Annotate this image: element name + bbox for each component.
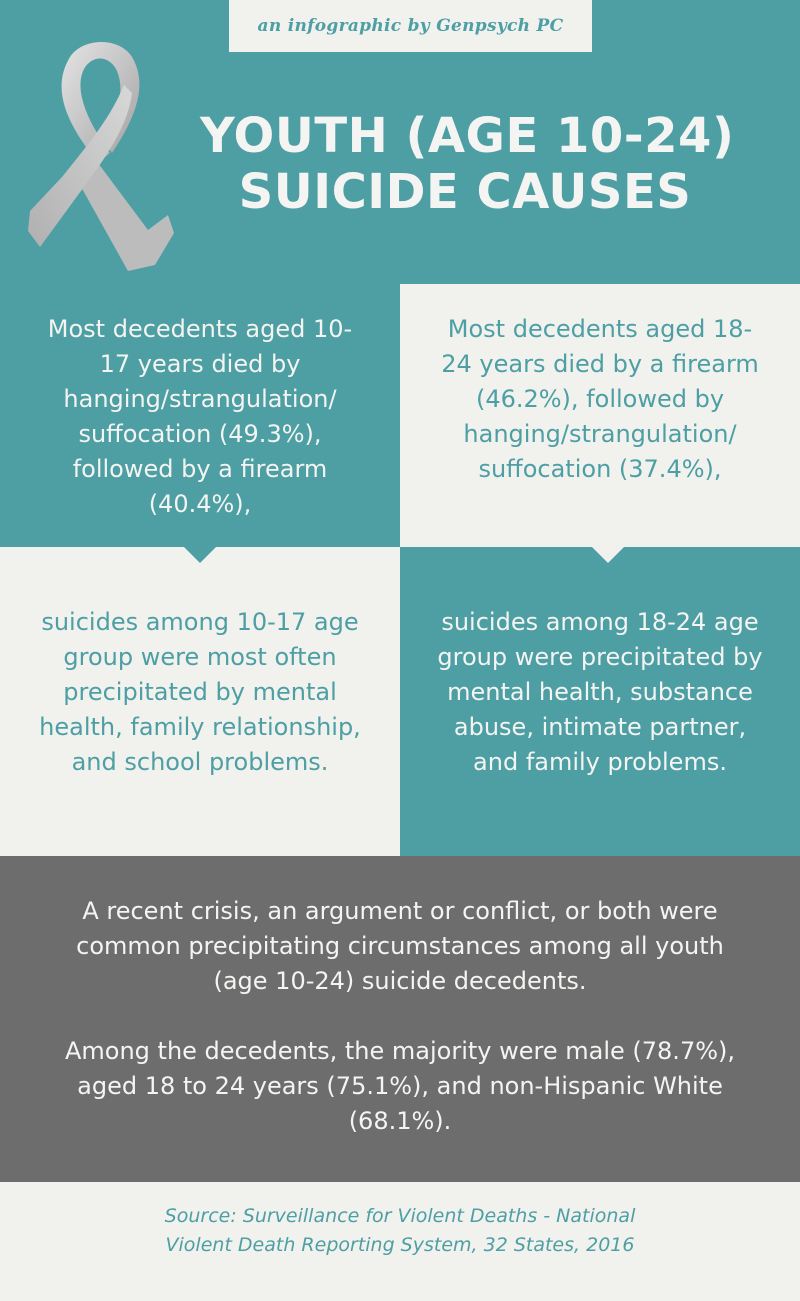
quadrant-text: suicides among 18-24 age group were precipitated by mental health, substance abuse, intimate partner, and family problems. <box>437 608 763 776</box>
summary-section <box>0 856 800 1182</box>
quadrant-text: Most decedents aged 10-17 years died by hanging/strangulation/ suffocation (49.3%), followed by a firearm (40.4%), <box>47 315 353 518</box>
page-title <box>200 108 735 220</box>
header-section <box>0 0 800 284</box>
pointer-arrow-right <box>592 547 624 563</box>
summary-paragraph-2: Among the decedents, the majority were male (78.7%), aged 18 to 24 years (75.1%), and non-Hispanic White (68.1%). <box>64 1037 736 1135</box>
quadrant-10-17-methods <box>0 284 400 547</box>
quadrant-18-24-precipitants <box>400 547 800 856</box>
title-line-1: YOUTH (AGE 10-24) <box>200 108 735 164</box>
title-line-2: SUICIDE CAUSES <box>238 164 692 220</box>
quadrant-18-24-methods <box>400 284 800 547</box>
quadrant-text: suicides among 10-17 age group were most often precipitated by mental health, family relationship, and school problems. <box>39 608 361 776</box>
source-citation <box>0 1202 800 1260</box>
quadrant-text: Most decedents aged 18-24 years died by a firearm (46.2%), followed by hanging/strangulation/ suffocation (37.4%), <box>441 315 759 483</box>
source-line-2: Violent Death Reporting System, 32 States, 2016 <box>165 1234 635 1256</box>
awareness-ribbon-icon <box>28 35 174 275</box>
credit-label: an infographic by Genpsych PC <box>229 0 592 52</box>
source-line-1: Source: Surveillance for Violent Deaths - National <box>164 1205 636 1227</box>
source-section <box>0 1182 800 1301</box>
quadrant-10-17-precipitants <box>0 547 400 856</box>
pointer-arrow-left <box>184 547 216 563</box>
summary-paragraph-1: A recent crisis, an argument or conflict, or both were common precipitating circumstances among all youth (age 10-24) suicide decedents. <box>76 897 724 995</box>
